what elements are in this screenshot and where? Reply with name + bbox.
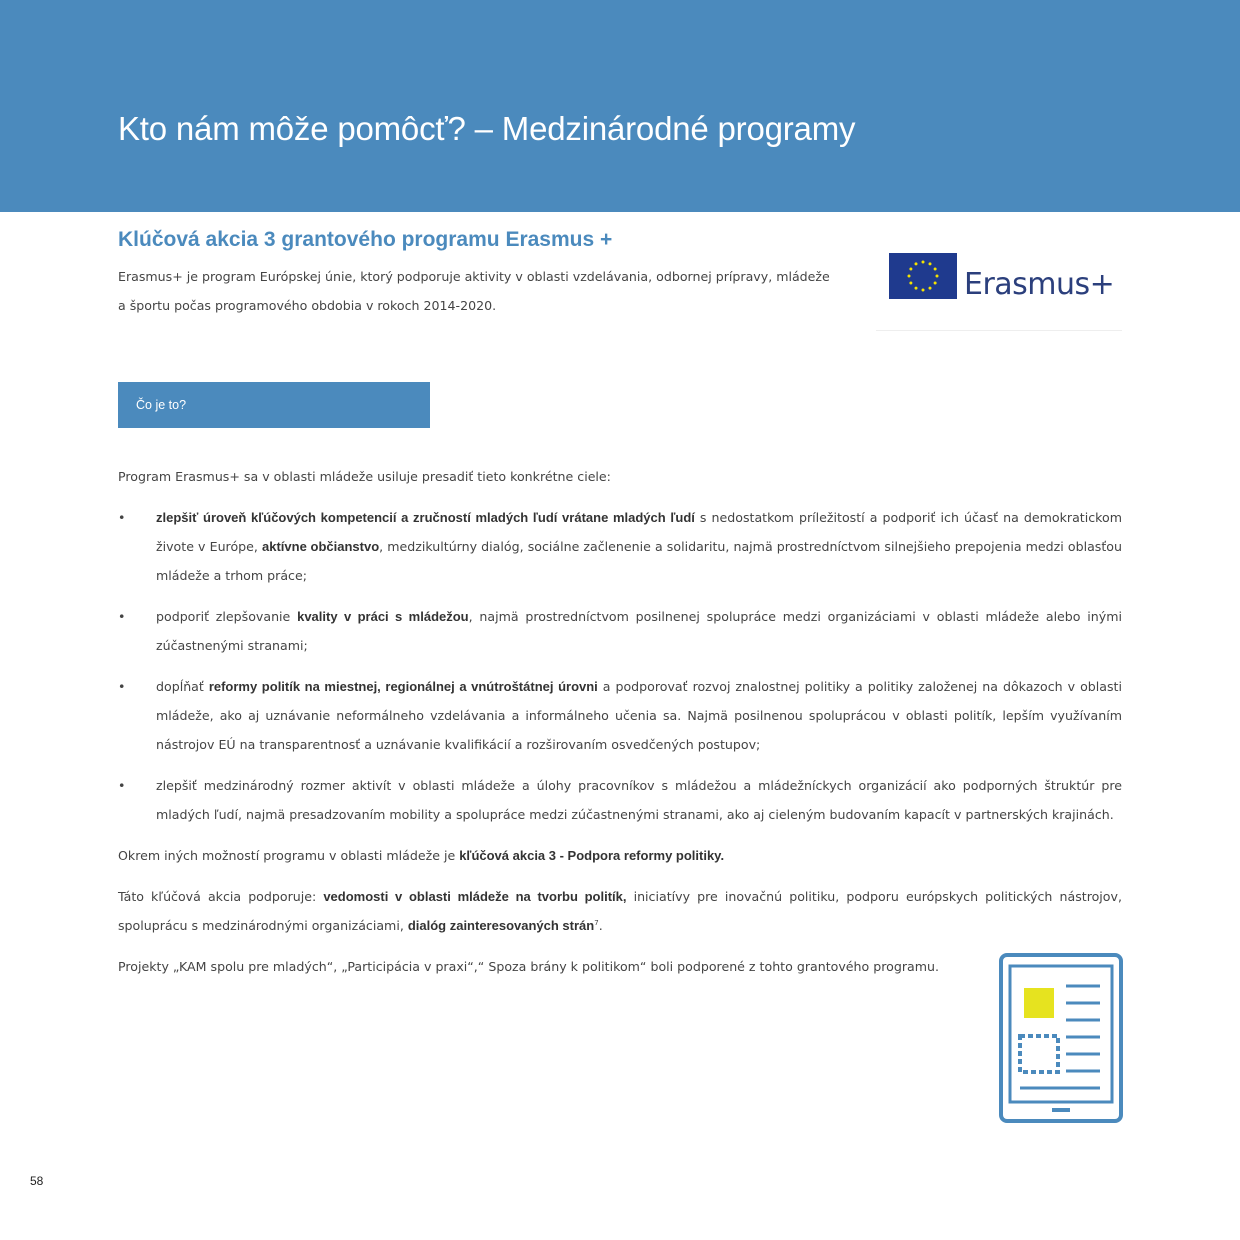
eu-star xyxy=(929,287,932,290)
bullet: • xyxy=(118,679,126,694)
key-action-emphasis: kľúčová akcia 3 - Podpora reformy politiky. xyxy=(459,848,725,863)
eu-star xyxy=(929,262,932,265)
goal-text: zlepšiť medzinárodný rozmer aktivít v oblasti mládeže a úlohy pracovníkov s mládežou a mládežníckych organizácií ako podporných štruktúr pre mladých ľudí, najmä presadzovaním mobility a spolupráce medzi zúčastnenými stranami, ako aj cieleným budovaním kapacít v partnerských krajinách. xyxy=(156,778,1122,822)
goals-list xyxy=(118,503,1122,829)
goals-lead: Program Erasmus+ sa v oblasti mládeže usiluje presadiť tieto konkrétne ciele: xyxy=(118,469,611,484)
eu-star xyxy=(915,262,918,265)
section-heading: Klúčová akcia 3 grantového programu Erasmus + xyxy=(118,228,613,251)
page-title: Kto nám môže pomôcť? – Medzinárodné programy xyxy=(118,110,856,147)
body-text xyxy=(118,462,1122,993)
goal-item xyxy=(118,602,1122,660)
eu-star xyxy=(934,268,937,271)
paragraph-text: Okrem iných možností programu v oblasti mládeže je xyxy=(118,848,460,863)
bullet: • xyxy=(118,510,126,525)
eu-star xyxy=(915,287,918,290)
bullet: • xyxy=(118,609,126,624)
what-is-it-label: Čo je to? xyxy=(136,398,187,412)
goal-emphasis: kvality v práci s mládežou xyxy=(297,609,469,624)
erasmus-logo-text: Erasmus+ xyxy=(964,267,1115,302)
eu-star xyxy=(909,282,912,285)
goal-emphasis: zlepšiť úroveň kľúčových kompetencií a zručností mladých ľudí vrátane mladých ľudí xyxy=(156,510,695,525)
goal-text: podporiť zlepšovanie xyxy=(156,609,298,624)
paragraph-text: Táto kľúčová akcia podporuje: xyxy=(118,889,324,904)
eu-star xyxy=(922,289,925,292)
paragraph-text: . xyxy=(598,918,603,933)
paragraph-text: iniciatívy pre inovačnú politiku, podporu európskych politických nástrojov, spoluprácu s medzinárodnými organizáciami, xyxy=(118,889,1122,933)
erasmus-logo xyxy=(876,236,1122,331)
eu-flag-icon xyxy=(889,253,957,299)
eu-star xyxy=(934,282,937,285)
eu-star xyxy=(908,275,911,278)
page-number: 58 xyxy=(30,1174,44,1188)
eu-star xyxy=(909,268,912,271)
goal-emphasis: reformy politík na miestnej, regionálnej a vnútroštátnej úrovni xyxy=(208,679,598,694)
goal-text: dopĺňať xyxy=(156,679,209,694)
goal-text: s nedostatkom príležitostí a podporiť ich účasť na demokratickom živote v Európe, xyxy=(156,510,1122,554)
goal-item xyxy=(118,771,1122,829)
support-emphasis: vedomosti v oblasti mládeže na tvorbu politík, xyxy=(323,889,627,904)
footnote-ref[interactable]: 7 xyxy=(594,918,599,927)
intro-paragraph: Erasmus+ je program Európskej únie, ktorý podporuje aktivity v oblasti vzdelávania, odbornej prípravy, mládeže a športu počas programového obdobia v rokoch 2014-2020. xyxy=(118,269,830,313)
eu-star xyxy=(936,275,939,278)
goal-text: , najmä prostredníctvom posilnenej spolupráce medzi organizáciami v oblasti mládeže alebo inými zúčastnenými stranami; xyxy=(156,609,1122,653)
eu-star xyxy=(922,261,925,264)
goal-item xyxy=(118,672,1122,759)
what-is-it-box xyxy=(118,382,430,428)
support-paragraph xyxy=(118,882,1122,940)
projects-paragraph: Projekty „KAM spolu pre mladých“, „Participácia v praxi“,“ Spoza brány k politikom“ boli podporené z tohto grantového programu. xyxy=(118,959,939,974)
bullet: • xyxy=(118,778,126,793)
support-emphasis: dialóg zainteresovaných strán xyxy=(407,918,595,933)
key-action-paragraph xyxy=(118,841,1122,870)
tablet-document-icon xyxy=(998,952,1124,1124)
yellow-square xyxy=(1024,988,1054,1018)
header-band xyxy=(0,0,1240,212)
goal-text: , medzikultúrny dialóg, sociálne začlenenie a solidaritu, najmä prostredníctvom silnejšieho prepojenia medzi oblasťou mládeže a trhom práce; xyxy=(156,539,1122,583)
goal-emphasis: aktívne občianstvo xyxy=(262,539,380,554)
goal-text: a podporovať rozvoj znalostnej politiky a politiky založenej na dôkazoch v oblasti mládeže, ako aj uznávanie neformálneho vzdelávania a informálneho učenia sa. Najmä posilnenou spoluprácou v oblasti politík, lepším využívaním nástrojov EÚ na transparentnosť a uznávanie kvalifikácií a rozširovaním osvedčených postupov; xyxy=(156,679,1122,752)
goal-item xyxy=(118,503,1122,590)
